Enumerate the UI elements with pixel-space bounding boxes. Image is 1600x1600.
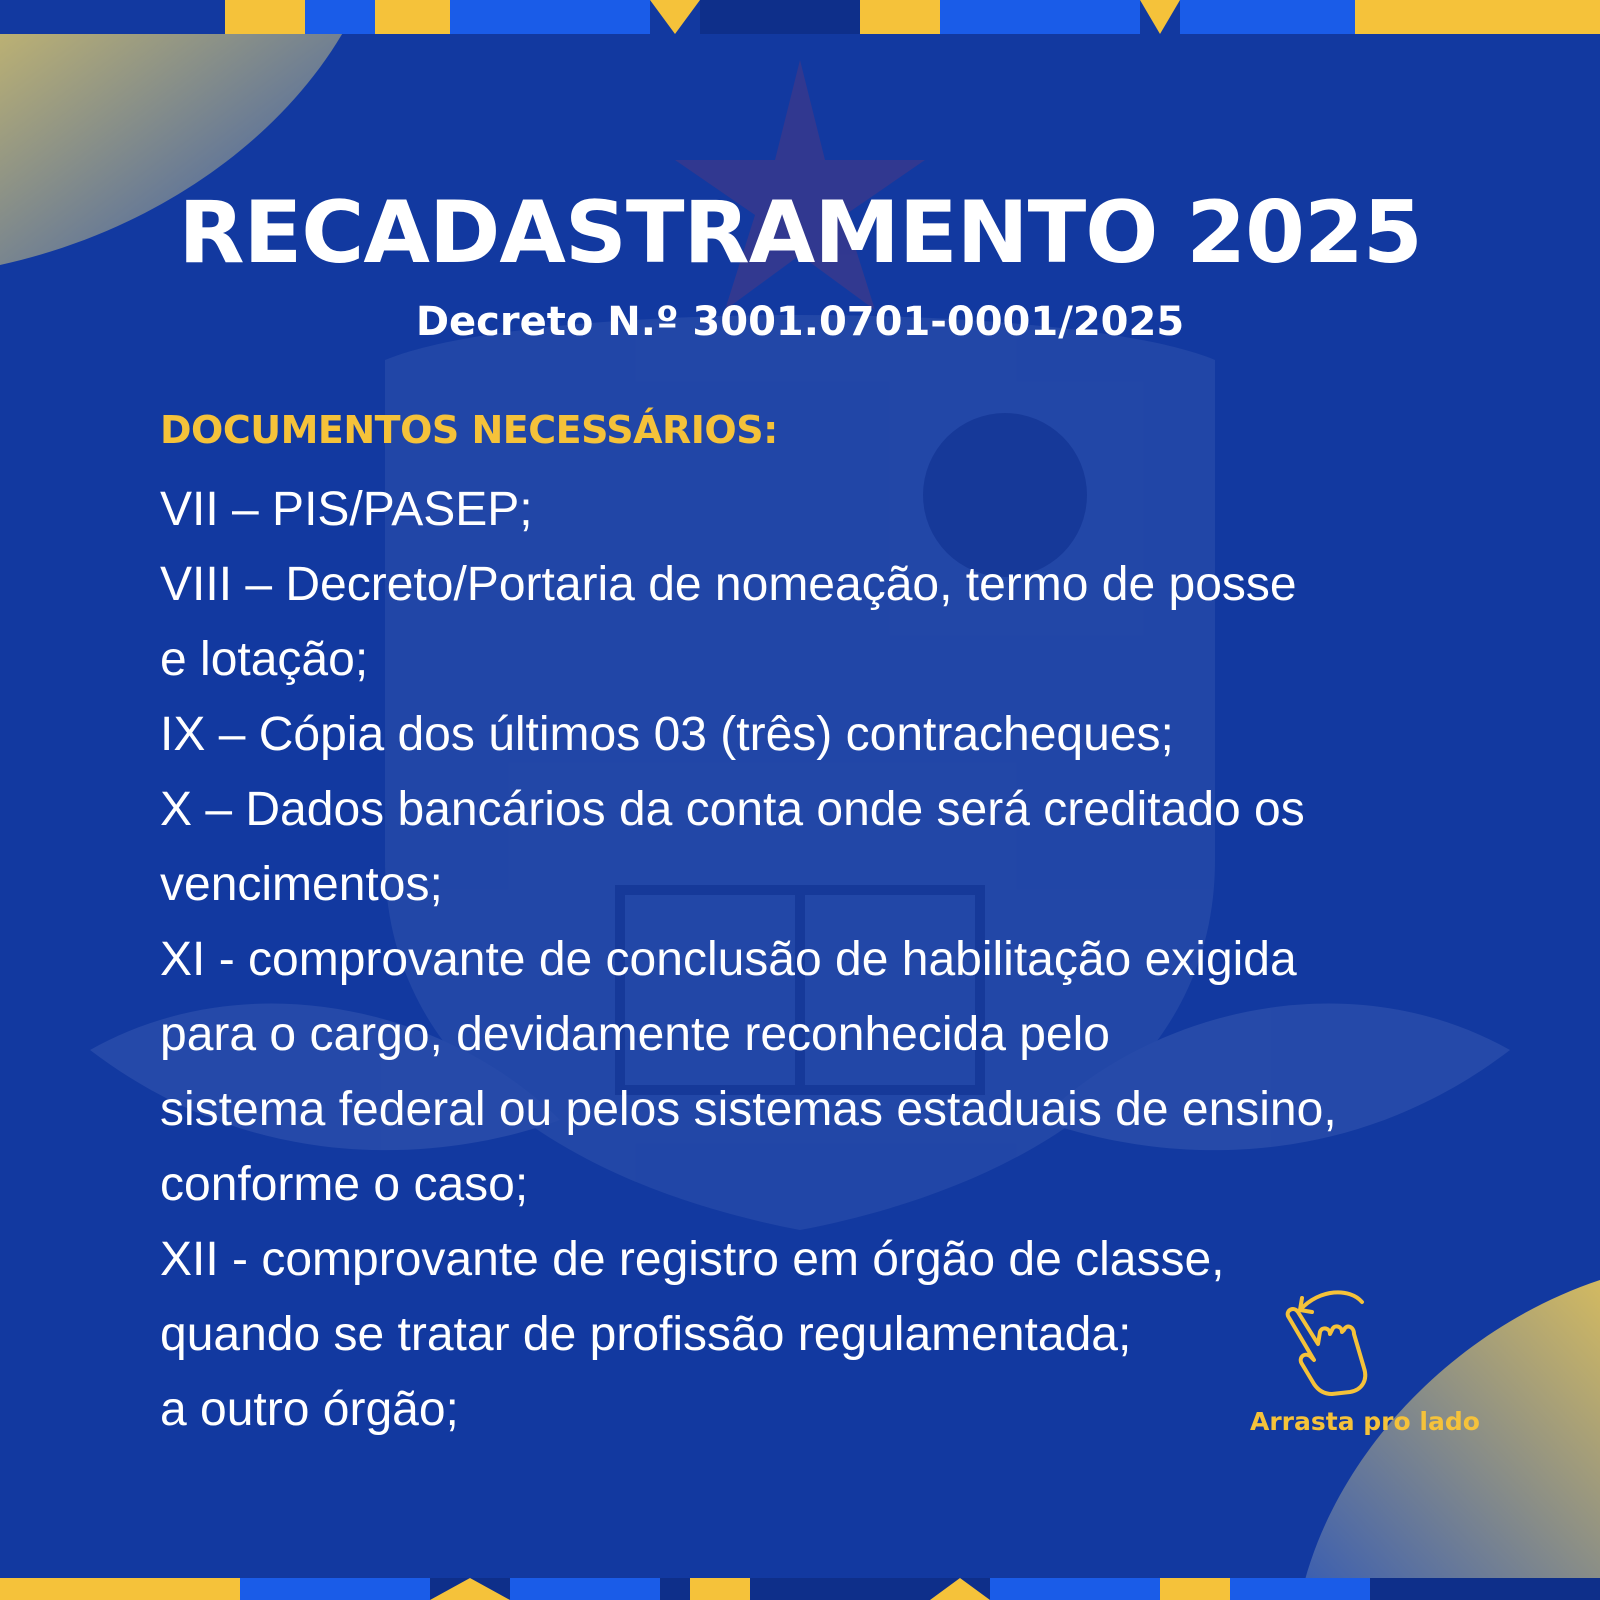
list-item: conforme o caso; (160, 1158, 529, 1211)
swipe-hand-icon (1280, 1290, 1400, 1400)
top-stripe-band (0, 0, 1600, 34)
list-item: para o cargo, devidamente reconhecida pelo (160, 1008, 1110, 1061)
page-title: RECADASTRAMENTO 2025 (178, 183, 1422, 283)
list-item: VIII – Decreto/Portaria de nomeação, termo de posse (160, 558, 1297, 611)
decree-number: Decreto N.º 3001.0701-0001/2025 (415, 299, 1185, 345)
bottom-stripe-band (0, 1578, 1600, 1600)
list-item: XI - comprovante de conclusão de habilitação exigida (160, 933, 1297, 986)
list-item: VII – PIS/PASEP; (160, 483, 533, 536)
list-item: sistema federal ou pelos sistemas estaduais de ensino, (160, 1083, 1337, 1136)
list-item: e lotação; (160, 633, 369, 686)
list-item: XII - comprovante de registro em órgão de classe, (160, 1233, 1225, 1286)
swipe-hint-label: Arrasta pro lado (1250, 1407, 1480, 1436)
list-item: quando se tratar de profissão regulamentada; (160, 1308, 1132, 1361)
documents-heading: DOCUMENTOS NECESSÁRIOS: (160, 408, 778, 452)
list-item: X – Dados bancários da conta onde será creditado os (160, 783, 1305, 836)
list-item: IX – Cópia dos últimos 03 (três) contracheques; (160, 708, 1174, 761)
documents-list (160, 472, 1470, 1447)
list-item: vencimentos; (160, 858, 443, 911)
list-item: a outro órgão; (160, 1383, 459, 1436)
